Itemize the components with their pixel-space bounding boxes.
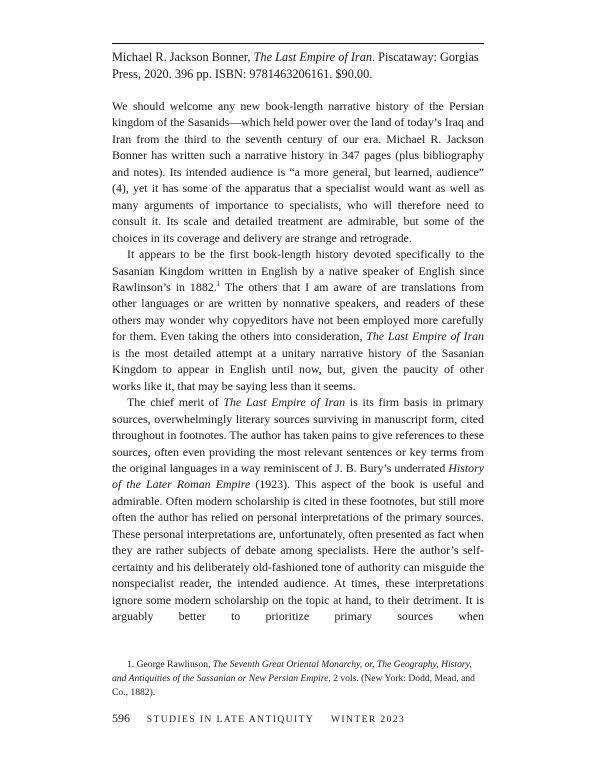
running-footer: [112, 711, 484, 727]
paragraph-3: The chief merit of The Last Empire of Iran is its firm basis in primary sources, overwhelmingly literary sources surviving in manuscript form, cited throughout in footnotes. The author has taken pains to give references to these sources, often even providing the most relevant sentences or key terms from the original languages in a way reminiscent of J. B. Bury’s underrated History of the Later Roman Empire (1923). This aspect of the book is useful and admirable. Often modern scholarship is cited in these footnotes, but still more often the author has relied on personal interpretations of the primary sources. These personal interpretations are, unfortunately, often presented as fact when they are rather subjects of debate among specialists. Here the author’s self-certainty and his deliberately old-fashioned tone of authority can misguide the nonspecialist reader, the intended audience. At times, these interpretations ignore some modern scholarship on the topic at hand, to their detriment. It is arguably better to prioritize primary sources when: [112, 395, 484, 624]
citation-author: Michael R. Jackson Bonner,: [112, 50, 251, 64]
footnote-title: The Seventh Great Oriental Monarchy, or, The Geography, History, and Antiquities of the Sassanian or New Persian Empire: [112, 659, 472, 684]
document-page: [112, 0, 484, 776]
journal-name: STUDIES IN LATE ANTIQUITY: [146, 714, 315, 725]
footnote-1: 1. George Rawlinson, The Seventh Great Oriental Monarchy, or, The Geography, History, and Antiquities of the Sassanian or New Persian Empire, 2 vols. (New York: Dodd, Mead, and Co., 1882).: [112, 659, 475, 698]
paragraph-2: It appears to be the first book-length history devoted specifically to the Sasanian Kingdom written in English by a native speaker of English since Rawlinson’s in 1882.$^1$ The others that I am aware of are translations from other languages or are written by nonnative speakers, and readers of these others may wonder why copyeditors have not been employed more carefully for them. Even taking the others into consideration, The Last Empire of Iran is the most detailed attempt at a unitary narrative history of the Sasanian Kingdom to appear in English until now, but, given the paucity of other works like it, that may be saying less than it seems.: [112, 247, 484, 393]
book-title-inline: The Last Empire of Iran: [366, 329, 484, 344]
review-body: [112, 98, 484, 625]
book-citation: [112, 49, 484, 82]
top-rule: [112, 43, 484, 44]
paragraph-1: We should welcome any new book-length narrative history of the Persian kingdom of the Sasanids—which held power over the land of today’s Iraq and Iran from the third to the seventh century of our era. Michael R. Jackson Bonner has written such a narrative history in 347 pages (plus bibliography and notes). Its intended audience is “a more general, but learned, audience” (4), yet it has some of the apparatus that a specialist would want as well as many arguments of importance to specialists, who will therefore need to consult it. Its scale and detailed treatment are admirable, but some of the choices in its coverage and delivery are strange and retrograde.: [112, 99, 484, 245]
citation-details: . Piscataway: Gorgias Press, 2020. 396 pp. ISBN: 9781463206161. $90.00.: [112, 50, 479, 81]
footnote-number: 1.: [127, 659, 135, 670]
bury-title-inline: History of the Later Roman Empire: [112, 460, 484, 492]
issue-label: WINTER 2023: [330, 714, 406, 725]
footnote-reference: 1: [216, 280, 221, 289]
citation-title: The Last Empire of Iran: [253, 50, 373, 64]
page-number: 596: [112, 711, 130, 725]
book-title-inline: The Last Empire of Iran: [223, 395, 346, 410]
